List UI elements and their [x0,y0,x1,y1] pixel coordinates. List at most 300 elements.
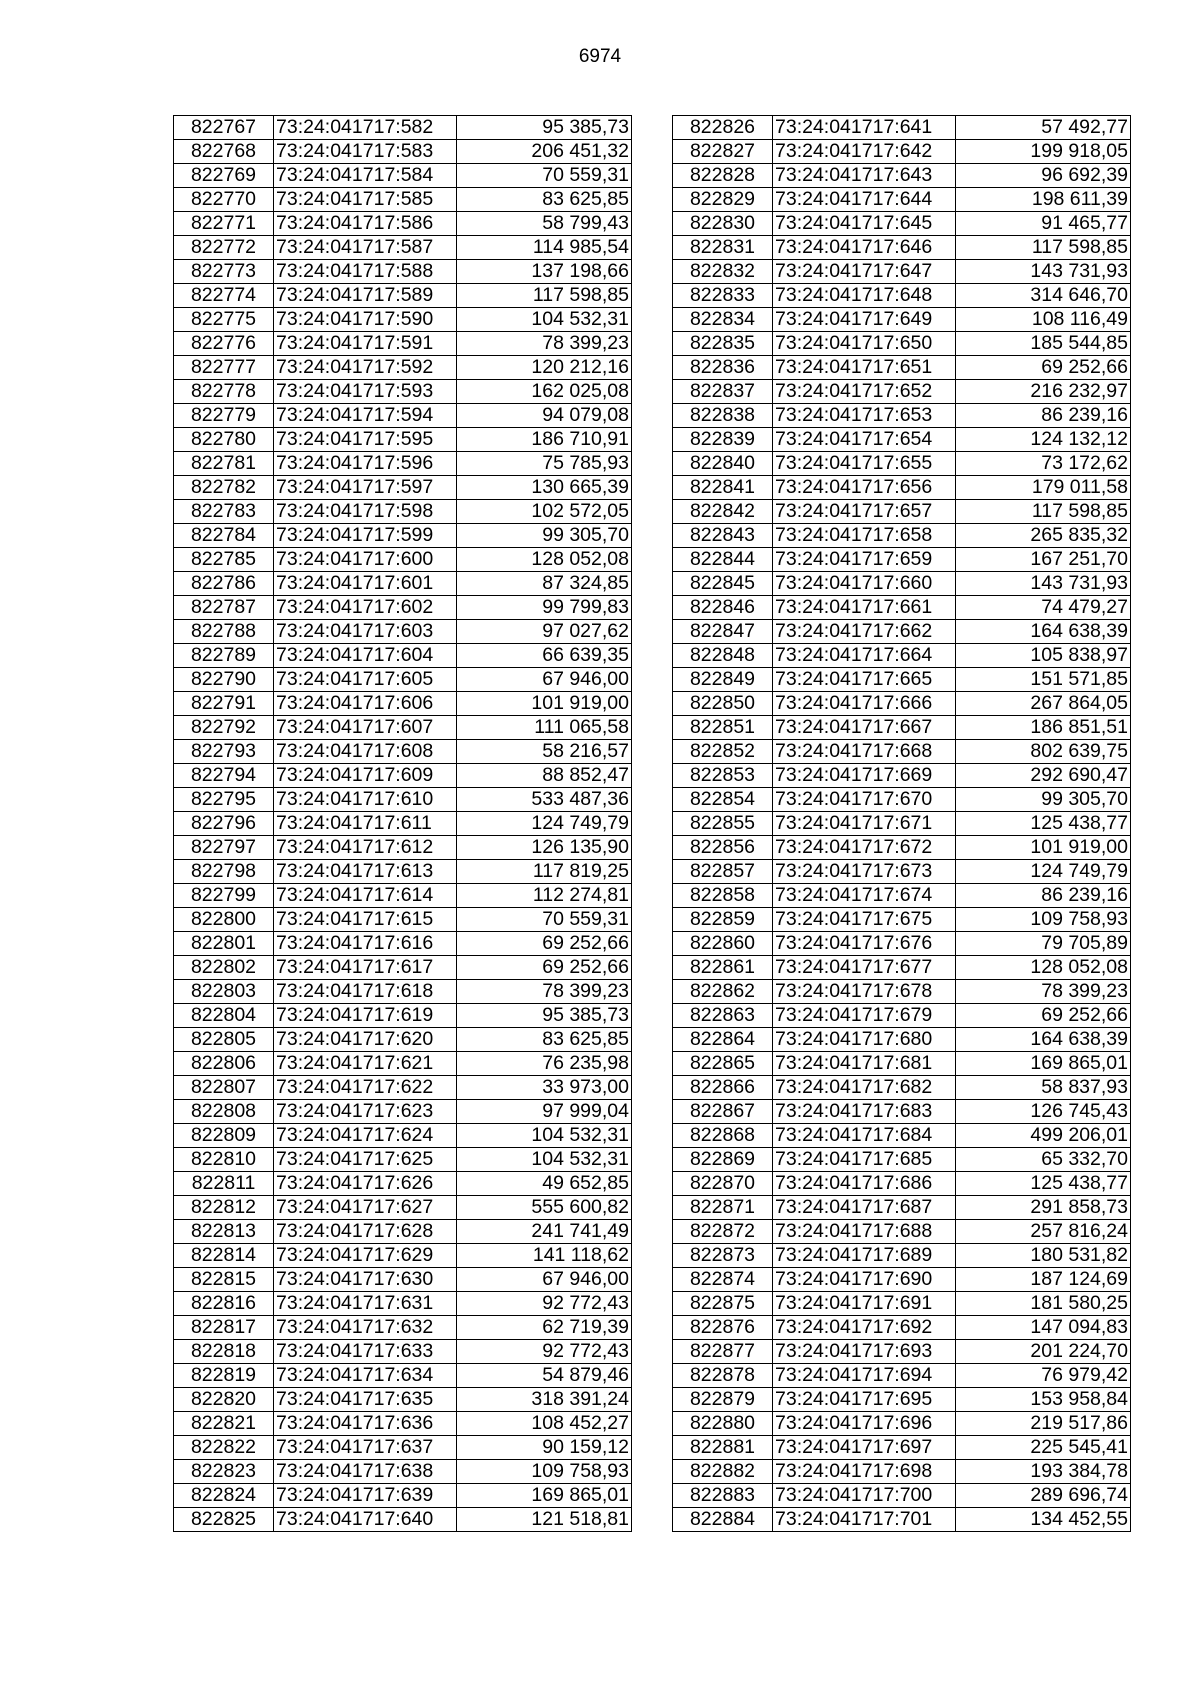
value-cell: 83 625,85 [457,188,632,212]
table-row [174,548,632,572]
row-number-cell: 822876 [673,1316,773,1340]
row-number-cell: 822825 [174,1508,274,1532]
table-row [174,1052,632,1076]
row-number-cell: 822845 [673,572,773,596]
row-number-cell: 822852 [673,740,773,764]
cadastral-number-cell: 73:24:041717:651 [773,356,956,380]
row-number-cell: 822846 [673,596,773,620]
table-row [673,740,1131,764]
table-row [174,1388,632,1412]
value-cell: 70 559,31 [457,164,632,188]
value-cell: 95 385,73 [457,1004,632,1028]
table-row [673,428,1131,452]
cadastral-number-cell: 73:24:041717:602 [274,596,457,620]
table-row [673,308,1131,332]
value-cell: 104 532,31 [457,308,632,332]
row-number-cell: 822788 [174,620,274,644]
table-row [673,1460,1131,1484]
value-cell: 125 438,77 [956,812,1131,836]
row-number-cell: 822802 [174,956,274,980]
table-row [174,308,632,332]
table-row [174,884,632,908]
cadastral-number-cell: 73:24:041717:645 [773,212,956,236]
cadastral-number-cell: 73:24:041717:584 [274,164,457,188]
table-row [673,812,1131,836]
row-number-cell: 822850 [673,692,773,716]
cadastral-number-cell: 73:24:041717:631 [274,1292,457,1316]
row-number-cell: 822860 [673,932,773,956]
value-cell: 78 399,23 [956,980,1131,1004]
row-number-cell: 822864 [673,1028,773,1052]
table-row [673,716,1131,740]
value-cell: 66 639,35 [457,644,632,668]
cadastral-number-cell: 73:24:041717:682 [773,1076,956,1100]
row-number-cell: 822858 [673,884,773,908]
cadastral-number-cell: 73:24:041717:644 [773,188,956,212]
row-number-cell: 822847 [673,620,773,644]
value-cell: 128 052,08 [956,956,1131,980]
cadastral-number-cell: 73:24:041717:626 [274,1172,457,1196]
table-row [174,620,632,644]
cadastral-number-cell: 73:24:041717:619 [274,1004,457,1028]
cadastral-number-cell: 73:24:041717:646 [773,236,956,260]
cadastral-number-cell: 73:24:041717:679 [773,1004,956,1028]
cadastral-number-cell: 73:24:041717:591 [274,332,457,356]
cadastral-number-cell: 73:24:041717:643 [773,164,956,188]
value-cell: 198 611,39 [956,188,1131,212]
value-cell: 92 772,43 [457,1340,632,1364]
value-cell: 124 132,12 [956,428,1131,452]
value-cell: 97 999,04 [457,1100,632,1124]
row-number-cell: 822771 [174,212,274,236]
table-row [174,1412,632,1436]
cadastral-number-cell: 73:24:041717:615 [274,908,457,932]
row-number-cell: 822782 [174,476,274,500]
table-row [174,404,632,428]
value-cell: 180 531,82 [956,1244,1131,1268]
table-row [174,668,632,692]
row-number-cell: 822800 [174,908,274,932]
row-number-cell: 822768 [174,140,274,164]
cadastral-number-cell: 73:24:041717:694 [773,1364,956,1388]
cadastral-number-cell: 73:24:041717:639 [274,1484,457,1508]
table-row [174,164,632,188]
value-cell: 117 598,85 [956,236,1131,260]
table-row [174,788,632,812]
table-row [174,1508,632,1532]
cadastral-number-cell: 73:24:041717:659 [773,548,956,572]
row-number-cell: 822803 [174,980,274,1004]
cadastral-number-cell: 73:24:041717:600 [274,548,457,572]
table-row [174,356,632,380]
cadastral-number-cell: 73:24:041717:629 [274,1244,457,1268]
value-cell: 121 518,81 [457,1508,632,1532]
table-row [174,500,632,524]
cadastral-number-cell: 73:24:041717:585 [274,188,457,212]
cadastral-number-cell: 73:24:041717:636 [274,1412,457,1436]
table-row [673,260,1131,284]
table-row [174,860,632,884]
table-row [673,860,1131,884]
value-cell: 73 172,62 [956,452,1131,476]
row-number-cell: 822862 [673,980,773,1004]
row-number-cell: 822818 [174,1340,274,1364]
cadastral-number-cell: 73:24:041717:685 [773,1148,956,1172]
table-row [174,692,632,716]
table-row [673,644,1131,668]
cadastral-number-cell: 73:24:041717:649 [773,308,956,332]
value-cell: 101 919,00 [956,836,1131,860]
cadastral-number-cell: 73:24:041717:671 [773,812,956,836]
cadastral-number-cell: 73:24:041717:612 [274,836,457,860]
value-cell: 151 571,85 [956,668,1131,692]
cadastral-number-cell: 73:24:041717:681 [773,1052,956,1076]
table-row [673,1004,1131,1028]
table-row [673,1028,1131,1052]
cadastral-number-cell: 73:24:041717:616 [274,932,457,956]
row-number-cell: 822791 [174,692,274,716]
table-row [174,380,632,404]
row-number-cell: 822842 [673,500,773,524]
cadastral-number-cell: 73:24:041717:607 [274,716,457,740]
table-row [174,284,632,308]
table-row [673,140,1131,164]
row-number-cell: 822777 [174,356,274,380]
table-row [673,572,1131,596]
value-cell: 219 517,86 [956,1412,1131,1436]
cadastral-number-cell: 73:24:041717:650 [773,332,956,356]
value-cell: 187 124,69 [956,1268,1131,1292]
table-row [174,596,632,620]
value-cell: 67 946,00 [457,1268,632,1292]
table-row [174,908,632,932]
register-table-body [673,116,1131,1532]
table-row [673,908,1131,932]
value-cell: 141 118,62 [457,1244,632,1268]
table-row [673,1484,1131,1508]
row-number-cell: 822780 [174,428,274,452]
table-row [673,1244,1131,1268]
table-row [673,1388,1131,1412]
row-number-cell: 822807 [174,1076,274,1100]
table-row [174,836,632,860]
row-number-cell: 822851 [673,716,773,740]
table-row [673,1148,1131,1172]
cadastral-number-cell: 73:24:041717:610 [274,788,457,812]
table-row [673,524,1131,548]
cadastral-number-cell: 73:24:041717:676 [773,932,956,956]
cadastral-number-cell: 73:24:041717:634 [274,1364,457,1388]
cadastral-number-cell: 73:24:041717:613 [274,860,457,884]
cadastral-number-cell: 73:24:041717:689 [773,1244,956,1268]
row-number-cell: 822785 [174,548,274,572]
value-cell: 104 532,31 [457,1148,632,1172]
value-cell: 257 816,24 [956,1220,1131,1244]
cadastral-number-cell: 73:24:041717:665 [773,668,956,692]
cadastral-number-cell: 73:24:041717:691 [773,1292,956,1316]
value-cell: 241 741,49 [457,1220,632,1244]
row-number-cell: 822817 [174,1316,274,1340]
table-row [174,764,632,788]
row-number-cell: 822795 [174,788,274,812]
cadastral-number-cell: 73:24:041717:597 [274,476,457,500]
row-number-cell: 822814 [174,1244,274,1268]
value-cell: 124 749,79 [956,860,1131,884]
cadastral-number-cell: 73:24:041717:624 [274,1124,457,1148]
value-cell: 57 492,77 [956,116,1131,140]
value-cell: 49 652,85 [457,1172,632,1196]
table-row [174,956,632,980]
cadastral-number-cell: 73:24:041717:688 [773,1220,956,1244]
value-cell: 186 710,91 [457,428,632,452]
value-cell: 104 532,31 [457,1124,632,1148]
table-row [673,1316,1131,1340]
value-cell: 76 235,98 [457,1052,632,1076]
cadastral-number-cell: 73:24:041717:642 [773,140,956,164]
row-number-cell: 822815 [174,1268,274,1292]
value-cell: 143 731,93 [956,260,1131,284]
value-cell: 101 919,00 [457,692,632,716]
cadastral-number-cell: 73:24:041717:623 [274,1100,457,1124]
row-number-cell: 822784 [174,524,274,548]
value-cell: 91 465,77 [956,212,1131,236]
table-row [673,1220,1131,1244]
register-table-left [173,115,632,1532]
row-number-cell: 822863 [673,1004,773,1028]
row-number-cell: 822767 [174,116,274,140]
table-row [174,1004,632,1028]
cadastral-number-cell: 73:24:041717:672 [773,836,956,860]
table-row [174,1148,632,1172]
table-row [174,236,632,260]
value-cell: 216 232,97 [956,380,1131,404]
table-row [673,1124,1131,1148]
row-number-cell: 822832 [673,260,773,284]
cadastral-number-cell: 73:24:041717:592 [274,356,457,380]
value-cell: 74 479,27 [956,596,1131,620]
table-row [673,1340,1131,1364]
row-number-cell: 822881 [673,1436,773,1460]
value-cell: 143 731,93 [956,572,1131,596]
value-cell: 86 239,16 [956,884,1131,908]
row-number-cell: 822809 [174,1124,274,1148]
cadastral-number-cell: 73:24:041717:621 [274,1052,457,1076]
value-cell: 69 252,66 [956,356,1131,380]
cadastral-number-cell: 73:24:041717:674 [773,884,956,908]
row-number-cell: 822837 [673,380,773,404]
row-number-cell: 822861 [673,956,773,980]
value-cell: 108 452,27 [457,1412,632,1436]
cadastral-number-cell: 73:24:041717:647 [773,260,956,284]
cadastral-number-cell: 73:24:041717:687 [773,1196,956,1220]
value-cell: 291 858,73 [956,1196,1131,1220]
table-row [174,1028,632,1052]
value-cell: 78 399,23 [457,332,632,356]
row-number-cell: 822841 [673,476,773,500]
cadastral-number-cell: 73:24:041717:596 [274,452,457,476]
value-cell: 314 646,70 [956,284,1131,308]
value-cell: 114 985,54 [457,236,632,260]
cadastral-number-cell: 73:24:041717:655 [773,452,956,476]
row-number-cell: 822877 [673,1340,773,1364]
row-number-cell: 822838 [673,404,773,428]
table-row [673,1508,1131,1532]
value-cell: 193 384,78 [956,1460,1131,1484]
value-cell: 802 639,75 [956,740,1131,764]
row-number-cell: 822769 [174,164,274,188]
value-cell: 265 835,32 [956,524,1131,548]
value-cell: 78 399,23 [457,980,632,1004]
table-row [174,932,632,956]
table-row [174,524,632,548]
row-number-cell: 822879 [673,1388,773,1412]
cadastral-number-cell: 73:24:041717:697 [773,1436,956,1460]
value-cell: 169 865,01 [956,1052,1131,1076]
value-cell: 126 135,90 [457,836,632,860]
cadastral-number-cell: 73:24:041717:595 [274,428,457,452]
row-number-cell: 822878 [673,1364,773,1388]
table-row [174,260,632,284]
table-row [174,1100,632,1124]
table-row [673,836,1131,860]
cadastral-number-cell: 73:24:041717:641 [773,116,956,140]
value-cell: 186 851,51 [956,716,1131,740]
value-cell: 120 212,16 [457,356,632,380]
row-number-cell: 822778 [174,380,274,404]
cadastral-number-cell: 73:24:041717:632 [274,1316,457,1340]
row-number-cell: 822797 [174,836,274,860]
table-row [174,452,632,476]
table-row [673,1436,1131,1460]
table-row [673,932,1131,956]
value-cell: 67 946,00 [457,668,632,692]
cadastral-number-cell: 73:24:041717:657 [773,500,956,524]
row-number-cell: 822843 [673,524,773,548]
cadastral-number-cell: 73:24:041717:684 [773,1124,956,1148]
table-row [673,788,1131,812]
value-cell: 181 580,25 [956,1292,1131,1316]
table-row [174,212,632,236]
cadastral-number-cell: 73:24:041717:658 [773,524,956,548]
row-number-cell: 822799 [174,884,274,908]
row-number-cell: 822874 [673,1268,773,1292]
table-row [673,500,1131,524]
row-number-cell: 822880 [673,1412,773,1436]
value-cell: 318 391,24 [457,1388,632,1412]
value-cell: 128 052,08 [457,548,632,572]
row-number-cell: 822798 [174,860,274,884]
cadastral-number-cell: 73:24:041717:698 [773,1460,956,1484]
register-table-body [174,116,632,1532]
cadastral-number-cell: 73:24:041717:611 [274,812,457,836]
row-number-cell: 822883 [673,1484,773,1508]
value-cell: 137 198,66 [457,260,632,284]
value-cell: 169 865,01 [457,1484,632,1508]
row-number-cell: 822801 [174,932,274,956]
page-number: 6974 [578,46,622,67]
cadastral-number-cell: 73:24:041717:662 [773,620,956,644]
value-cell: 90 159,12 [457,1436,632,1460]
table-row [174,428,632,452]
value-cell: 179 011,58 [956,476,1131,500]
value-cell: 105 838,97 [956,644,1131,668]
cadastral-number-cell: 73:24:041717:648 [773,284,956,308]
row-number-cell: 822871 [673,1196,773,1220]
cadastral-number-cell: 73:24:041717:618 [274,980,457,1004]
cadastral-number-cell: 73:24:041717:622 [274,1076,457,1100]
table-row [673,404,1131,428]
value-cell: 54 879,46 [457,1364,632,1388]
table-row [174,1316,632,1340]
value-cell: 102 572,05 [457,500,632,524]
row-number-cell: 822775 [174,308,274,332]
value-cell: 117 819,25 [457,860,632,884]
table-row [673,236,1131,260]
row-number-cell: 822875 [673,1292,773,1316]
table-row [673,548,1131,572]
table-row [673,356,1131,380]
value-cell: 153 958,84 [956,1388,1131,1412]
cadastral-number-cell: 73:24:041717:583 [274,140,457,164]
cadastral-number-cell: 73:24:041717:599 [274,524,457,548]
value-cell: 76 979,42 [956,1364,1131,1388]
table-row [673,1196,1131,1220]
cadastral-number-cell: 73:24:041717:628 [274,1220,457,1244]
row-number-cell: 822865 [673,1052,773,1076]
table-row [174,812,632,836]
cadastral-number-cell: 73:24:041717:635 [274,1388,457,1412]
cadastral-number-cell: 73:24:041717:630 [274,1268,457,1292]
cadastral-number-cell: 73:24:041717:582 [274,116,457,140]
table-row [174,476,632,500]
table-row [174,1196,632,1220]
row-number-cell: 822872 [673,1220,773,1244]
value-cell: 147 094,83 [956,1316,1131,1340]
table-row [174,1268,632,1292]
value-cell: 58 837,93 [956,1076,1131,1100]
row-number-cell: 822882 [673,1460,773,1484]
value-cell: 79 705,89 [956,932,1131,956]
row-number-cell: 822870 [673,1172,773,1196]
table-row [174,1460,632,1484]
cadastral-number-cell: 73:24:041717:606 [274,692,457,716]
register-table-right [672,115,1131,1532]
cadastral-number-cell: 73:24:041717:638 [274,1460,457,1484]
cadastral-number-cell: 73:24:041717:609 [274,764,457,788]
row-number-cell: 822811 [174,1172,274,1196]
value-cell: 134 452,55 [956,1508,1131,1532]
row-number-cell: 822835 [673,332,773,356]
value-cell: 62 719,39 [457,1316,632,1340]
value-cell: 69 252,66 [457,932,632,956]
cadastral-number-cell: 73:24:041717:593 [274,380,457,404]
cadastral-number-cell: 73:24:041717:605 [274,668,457,692]
table-row [673,620,1131,644]
value-cell: 83 625,85 [457,1028,632,1052]
row-number-cell: 822808 [174,1100,274,1124]
row-number-cell: 822774 [174,284,274,308]
value-cell: 164 638,39 [956,1028,1131,1052]
row-number-cell: 822839 [673,428,773,452]
value-cell: 69 252,66 [956,1004,1131,1028]
table-row [673,332,1131,356]
cadastral-number-cell: 73:24:041717:637 [274,1436,457,1460]
table-row [174,980,632,1004]
value-cell: 167 251,70 [956,548,1131,572]
cadastral-number-cell: 73:24:041717:670 [773,788,956,812]
row-number-cell: 822857 [673,860,773,884]
table-row [174,140,632,164]
